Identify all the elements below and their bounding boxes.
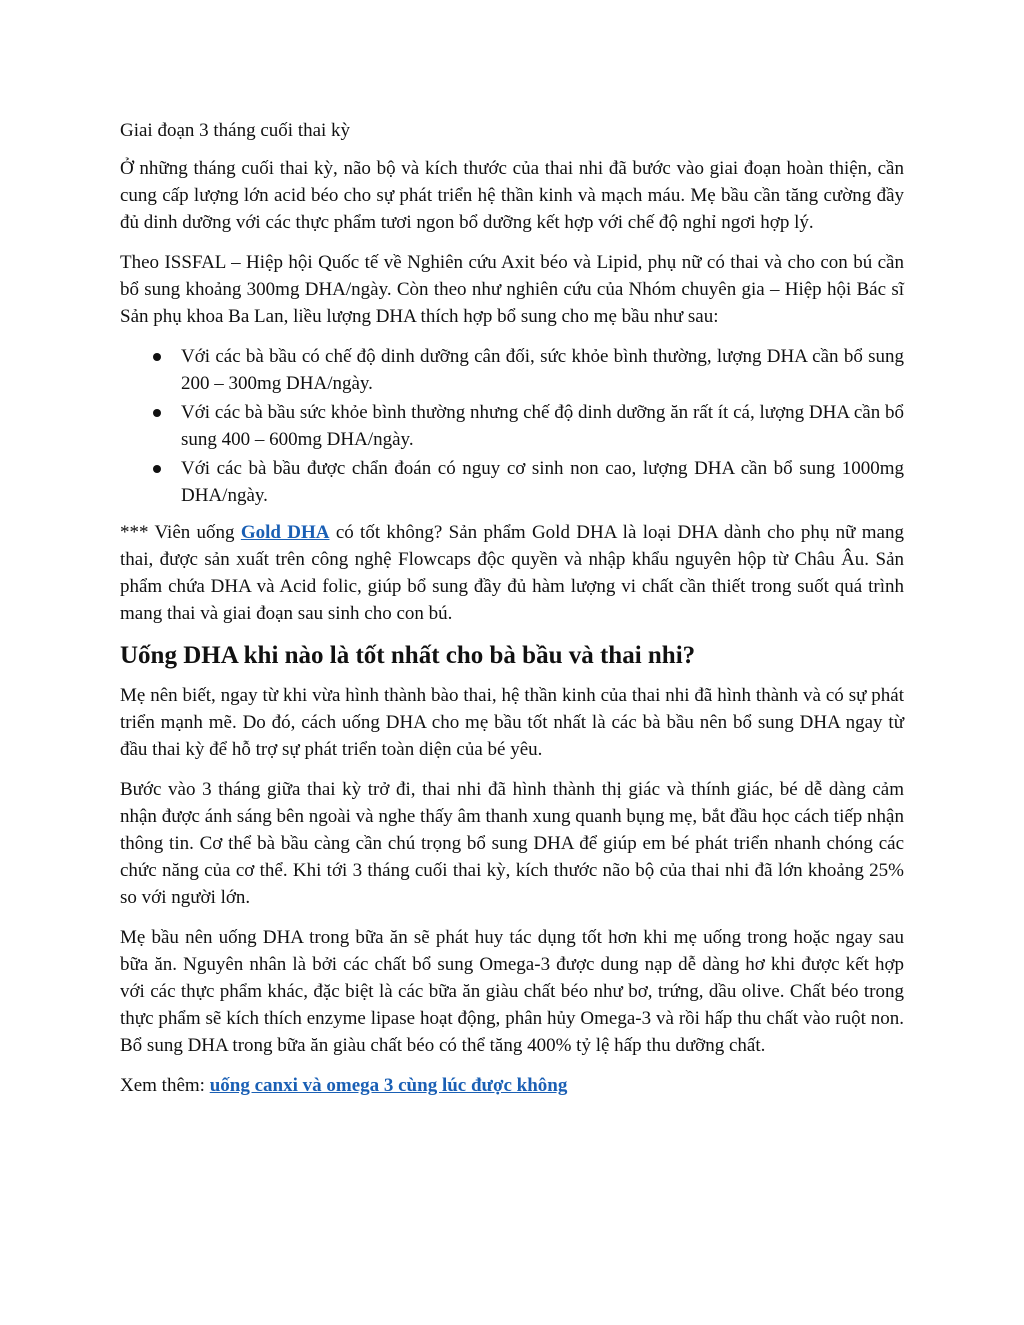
promo-suffix: có tốt không? Sản phẩm Gold DHA là loại DHA dành cho phụ nữ mang thai, được sản xuất trên công nghệ Flowcaps độc quyền và nhập khẩu nguyên hộp từ Châu Âu. Sản phẩm chứa DHA và Acid folic, giúp bổ sung đầy đủ hàm lượng vi chất cần thiết trong suốt quá trình mang thai và giai đoạn sau sinh cho con bú. [120, 522, 904, 624]
paragraph-issfal: Theo ISSFAL – Hiệp hội Quốc tế về Nghiên cứu Axit béo và Lipid, phụ nữ có thai và cho con bú cần bổ sung khoảng 300mg DHA/ngày. Còn theo như nghiên cứu của Nhóm chuyên gia – Hiệp hội Bác sĩ Sản phụ khoa Ba Lan, liều lượng DHA thích hợp bổ sung cho mẹ bầu như sau: [120, 252, 904, 327]
paragraph-gold-dha [120, 519, 904, 627]
list-item-text: Với các bà bầu có chế độ dinh dưỡng cân đối, sức khỏe bình thường, lượng DHA cần bổ sung 200 – 300mg DHA/ngày. [181, 346, 904, 394]
list-item-text: Với các bà bầu sức khỏe bình thường nhưng chế độ dinh dưỡng ăn rất ít cá, lượng DHA cần bổ sung 400 – 600mg DHA/ngày. [181, 402, 904, 450]
paragraph-when-to-take: Mẹ nên biết, ngay từ khi vừa hình thành bào thai, hệ thần kinh của thai nhi đã hình thành và có sự phát triển mạnh mẽ. Do đó, cách uống DHA cho mẹ bầu tốt nhất là các bà bầu nên bổ sung DHA ngay từ đầu thai kỳ để hỗ trợ sự phát triển toàn diện của bé yêu. [120, 685, 904, 760]
list-item [120, 399, 904, 453]
dosage-list [120, 343, 904, 509]
promo-prefix: *** Viên uống [120, 522, 241, 543]
paragraph-late-pregnancy: Ở những tháng cuối thai kỳ, não bộ và kích thước của thai nhi đã bước vào giai đoạn hoàn thiện, cần cung cấp lượng lớn acid béo cho sự phát triển hệ thần kinh và mạch máu. Mẹ bầu cần tăng cường đầy đủ dinh dưỡng với các thực phẩm tươi ngon bổ dưỡng kết hợp với chế độ nghỉ ngơi hợp lý. [120, 158, 904, 233]
list-item [120, 343, 904, 397]
list-item-text: Với các bà bầu được chẩn đoán có nguy cơ sinh non cao, lượng DHA cần bổ sung 1000mg DHA/ngày. [181, 458, 904, 506]
bullet-icon [153, 409, 161, 417]
see-more-prefix: Xem thêm: [120, 1075, 210, 1096]
bullet-icon [153, 353, 161, 361]
paragraph-second-trimester: Bước vào 3 tháng giữa thai kỳ trở đi, thai nhi đã hình thành thị giác và thính giác, bé dễ dàng cảm nhận được ánh sáng bên ngoài và nghe thấy âm thanh xung quanh bụng mẹ, bắt đầu học cách tiếp nhận thông tin. Cơ thể bà bầu càng cần chú trọng bổ sung DHA để giúp em bé phát triển nhanh chóng các chức năng của cơ thể. Khi tới 3 tháng cuối thai kỳ, kích thước não bộ của thai nhi đã lớn khoảng 25% so với người lớn. [120, 779, 904, 908]
document-page [120, 117, 904, 1112]
section-heading: Uống DHA khi nào là tốt nhất cho bà bầu và thai nhi? [120, 642, 696, 669]
see-more-link[interactable]: uống canxi và omega 3 cùng lúc được không [209, 1075, 568, 1096]
bullet-icon [153, 465, 161, 473]
see-more [120, 1072, 904, 1099]
gold-dha-link[interactable]: Gold DHA [240, 522, 330, 543]
list-item [120, 455, 904, 509]
paragraph-with-meals: Mẹ bầu nên uống DHA trong bữa ăn sẽ phát huy tác dụng tốt hơn khi mẹ uống trong hoặc ngay sau bữa ăn. Nguyên nhân là bởi các chất bổ sung Omega-3 được dung nạp dễ dàng hơ khi được kết hợp với các thực phẩm khác, đặc biệt là các bữa ăn giàu chất béo như bơ, trứng, dầu olive. Chất béo trong thực phẩm sẽ kích thích enzyme lipase hoạt động, phân hủy Omega-3 và rồi hấp thu chất vào ruột non. Bổ sung DHA trong bữa ăn giàu chất béo có thể tăng 400% tỷ lệ hấp thu dưỡng chất. [120, 927, 904, 1056]
section-title: Giai đoạn 3 tháng cuối thai kỳ [120, 120, 351, 141]
